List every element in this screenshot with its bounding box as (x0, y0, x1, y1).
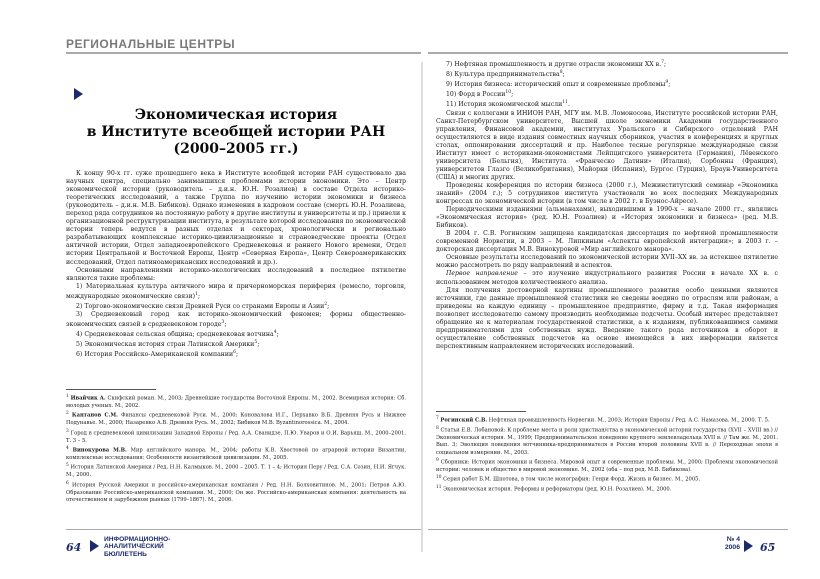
list-item: 6) История Российско-Американской компании$^6$; (76, 350, 239, 359)
paragraph-ties: Связи с коллегами в ИНИОН РАН, МГУ им. М.В. Ломоносова, Институте российской истории РАН, Санкт-Петербургском университете, Высшей школе экономики Академии государственного управления, Финансовой академии, институтах Уральского и Сибирского отделений РАН осуществляются в виде издания совместных научных сборников, участия в конференциях и круглых столах, оппонировании диссертаций и пр. Наиболее тесные регулярные международные связи Институт имеет с историками-экономистами Лейпцигского университета (Германия), Лёвенского университета (Бельгия), Института «Франческо Датини» (Италия), Сорбонны (Франция), университетов Глазго (Великобритания), Майорки (Испания), Бургос (Турция), Браун-Университета (США) и многих других. (436, 109, 778, 181)
right-column (436, 59, 778, 351)
journal-name: ИНФОРМАЦИОННО- АНАЛИТИЧЕСКИЙ БЮЛЛЕТЕНЬ (104, 536, 171, 558)
footnote: $^9$ Сборники: История экономики и бизнеса. Мировой опыт и современные проблемы. М., 2000; Проблемы экономической истории: человек и общество в мировой экономике. М., 2002 (оба – под ред. М.В. Бибикова). (436, 457, 778, 473)
footer-rule-right (428, 529, 788, 530)
paragraph-first-direction: Первое направление – это изучение индустриального развития России в начале XX в. с использованием методов количественного анализа. (436, 270, 778, 286)
paragraph-conferences: Проведены конференция по истории бизнеса (2000 г.), Межинститутский семинар «Экономика знаний» (2004 г.); 5 сотрудников института участвовали во всех последних Международных конгрессах по экономической истории (в том числе в 2002 г. в Буэнос-Айресе). (436, 181, 778, 206)
footnote: $^7$ Рогинский С.В. Нефтяная промышленность Норвегии. М., 2003; История Европы / Ред. А.С. Намазова. М., 2000. Т. 5. (436, 416, 770, 424)
footnote: $^5$ История Латинской Америки / Ред. Н.Н. Калмыков. М., 2000 – 2005. Т. 1 – 4; История Перу / Ред. С.А. Созин, Н.И. Ягчук. М., 2000. (66, 463, 407, 479)
article-title-line-2: в Институте всеобщей истории РАН (86, 124, 386, 140)
list-item: 5) Экономическая история стран Латинской Америки$^5$; (76, 340, 260, 349)
header-rule-left (66, 52, 421, 54)
footer-rule-left (66, 529, 421, 530)
footnote: $^1$ Ивайчик А. Скифский роман. М., 2003; Древнейшие государства Восточной Европы. М., 2002. Всемирная история: Сб. молодых ученых. М., 2002. (66, 394, 406, 410)
list-item: 9) История бизнеса: исторический опыт и современные проблемы$^9$; (446, 80, 671, 89)
left-column (66, 170, 406, 359)
list-item: 11) История экономической мысли$^{11}$. (446, 100, 570, 109)
article-title-line-1: Экономическая история (134, 107, 338, 123)
page-number-left: 64 (66, 541, 82, 554)
list-item: 1) Материальная культура античного мира и причерноморская периферия (ремесло, торговля, международные экономические связи)$^1$; (66, 282, 406, 300)
footnote: $^3$ Город в средневековой цивилизации Западной Европы / Ред. А.А. Сванидзе, П.Ю. Уваров и О.И. Варьяш. М., 2000–2001. Т. 3 – 5. (66, 428, 407, 444)
section-title: РЕГИОНАЛЬНЫЕ ЦЕНТРЫ (66, 37, 236, 51)
directions-list (66, 283, 406, 360)
footnote-separator-right (436, 411, 526, 412)
list-item: 8) Культура предпринимательства$^8$; (446, 70, 565, 79)
list-item: 7) Нефтяная промышленность и другие отрасли экономики XX в.$^7$; (446, 60, 667, 69)
paragraph-data-sources: Для получения достоверной картины промышленного развития особо ценными являются источники, где данные промышленной статистики не сведены воедино по отраслям или районам, а приведены на каждую единицу – промышленное предприятие, фирму и т.д. Такая информация позволяет исследователю самому производить необходимые подсчеты. Особый интерес представляет обращение не к материалам государственной статистики, а к изданиям, публиковавшимся самими предпринимателями для собственных нужд. Введение такого рода источников в оборот и осуществление собственных подсчетов на основе имеющейся в них информации является перспективным направлением исторических исследований. (436, 286, 778, 350)
page-gutter (421, 62, 423, 552)
footnote: $^{11}$ Экономическая история. Реформы и реформаторы (ред. Ю.Н. Розалиев). М., 2000. (436, 485, 672, 494)
footnote: $^6$ История Русской Америки и российско-американская компания / Ред. Н.Н. Болховитинов. М., 2001; Петров А.Ю. Образование Российско-американской компании. М., 2000; Он же. Российско-американская компания: деятельность на отечественном и зарубежном рынках (1799–1867). М., 2006. (66, 480, 406, 503)
footnote: $^2$ Кантанов С.М. Финансы средневековой Руси. М., 2000; Коновалова И.Г., Перхавко В.Б. Древняя Русь и Нижнее Подунавье. М., 2000; Назаренко А.В. Древняя Русь. М., 2002; Бибиков М.В. Byzantinorossica. М., 2004. (66, 411, 406, 427)
page-header (0, 0, 820, 60)
issue-info (700, 536, 740, 552)
footer-arrow-icon (90, 540, 99, 552)
footnote: $^4$ Винокурова М.В. Мир английского манора. М., 2004; работы К.В. Хвостовой по аграрной истории Византии, комплексные исследования: Особенности византийской цивилизации. М., 2005. (66, 445, 407, 462)
list-item: 3) Средневековый город как историко-экономический феномен; формы общественно-экономических связей в средневековом городе$^3$; (66, 310, 406, 329)
paragraph-directions: Основными направлениями историко-экологических исследований в последнее пятилетие являются такие проблемы: (66, 266, 406, 282)
footnote: $^8$ Статьи Е.В. Лобановой: К проблеме места и роли христиан/ства в экономической истории государства (XVII – XVIII вв.) // Экономическая история. М., 1999; Предпринимательское поведение крупного землевладельца XVII в. // Там же. М., 2001. Вып. 3; Эволюция поведения вотчинника-предпринимателя в России второй половины XVII в. // Переходные эпохи в социальном измерении. М., 2003. (436, 426, 779, 456)
directions-list-continued (436, 59, 778, 110)
issue-year: 2006 (724, 544, 740, 551)
title-arrow-icon (74, 88, 83, 100)
footnotes-right (436, 415, 778, 494)
article-title (66, 107, 406, 158)
article-title-line-3: (2000–2005 гг.) (173, 141, 299, 157)
footnotes-left (66, 393, 406, 504)
footnote-separator-left (66, 389, 156, 390)
page-number-right: 65 (760, 541, 776, 554)
list-item: 4) Средневековая сельская община; средневековая вотчина$^4$; (76, 330, 279, 339)
paragraph-dissertations: В 2004 г. С.В. Рогинским защищена кандидатская диссертация по нефтяной промышленности современной Норвегии, в 2003 – М. Липкиным «Аспекты европейской интеграции»; в 2003 г. – докторская диссертация М.В. Винокуровой «Мир английского манора». (436, 230, 778, 254)
list-item: 10) Форд в России$^{10}$; (446, 90, 514, 99)
paragraph-almanacs: Периодическими изданиями (альманахами), выходившими в 1990-х – начале 2000 гг., являлись «Экономическая история» (ред. Ю.Н. Розалиев) и «История экономики и бизнеса» (ред. М.В. Бибиков). (436, 206, 778, 230)
footer-arrow-icon (744, 540, 753, 552)
footnote: $^{10}$ Серия работ Б.М. Шпотова, в том числе монография: Генри Форд. Жизнь и бизнес. М., 2005. (436, 475, 701, 484)
list-item: 2) Торгово-экономические связи Древней Руси со странами Европы и Азии$^2$; (76, 301, 330, 310)
paragraph-intro: К концу 90-х гг. суже прошедшего века в Институте всеобщей истории РАН существовало два научных центра, специально занимавшихся проблемами истории экономики. Это – Центр экономической истории (руководитель – д.и.н. Ю.Н. Розалиев) в составе Отдела историко-теоретических исследований, а также Группа по изучению истории экономики и бизнеса (руководитель – д.и.н. М.В. Бибиков). Однако изменения в кадровом составе (смерть Ю.Н. Розалиева, переход ряда сотрудников на постоянную работу в другие институты и университеты и пр.) привели к организационной реструктуризации института, в результате которой исследования по экономической истории теперь ведутся в разных отделах и секторах, хронологически и регионально разрабатывающих комплексные историко-цивилизационные и страноведческие проекты (Отдел античной истории, Отдел западноевропейского Средневековья и раннего Нового времени, Отдел истории Центральной и Восточной Европы, Центр «Северная Европа», Центр Североамериканских исследований, Отдел латиноамериканских исследований и др.). (66, 170, 406, 266)
paragraph-results: Основные результаты исследований по экономической истории XVII–XX вв. за истекшее пятилетие можно рассмотреть по ряду направлений и аспектов. (436, 254, 778, 270)
header-rule-right (428, 52, 788, 54)
issue-number: № 4 (726, 536, 740, 543)
first-direction-lead: Первое направление (446, 270, 518, 278)
